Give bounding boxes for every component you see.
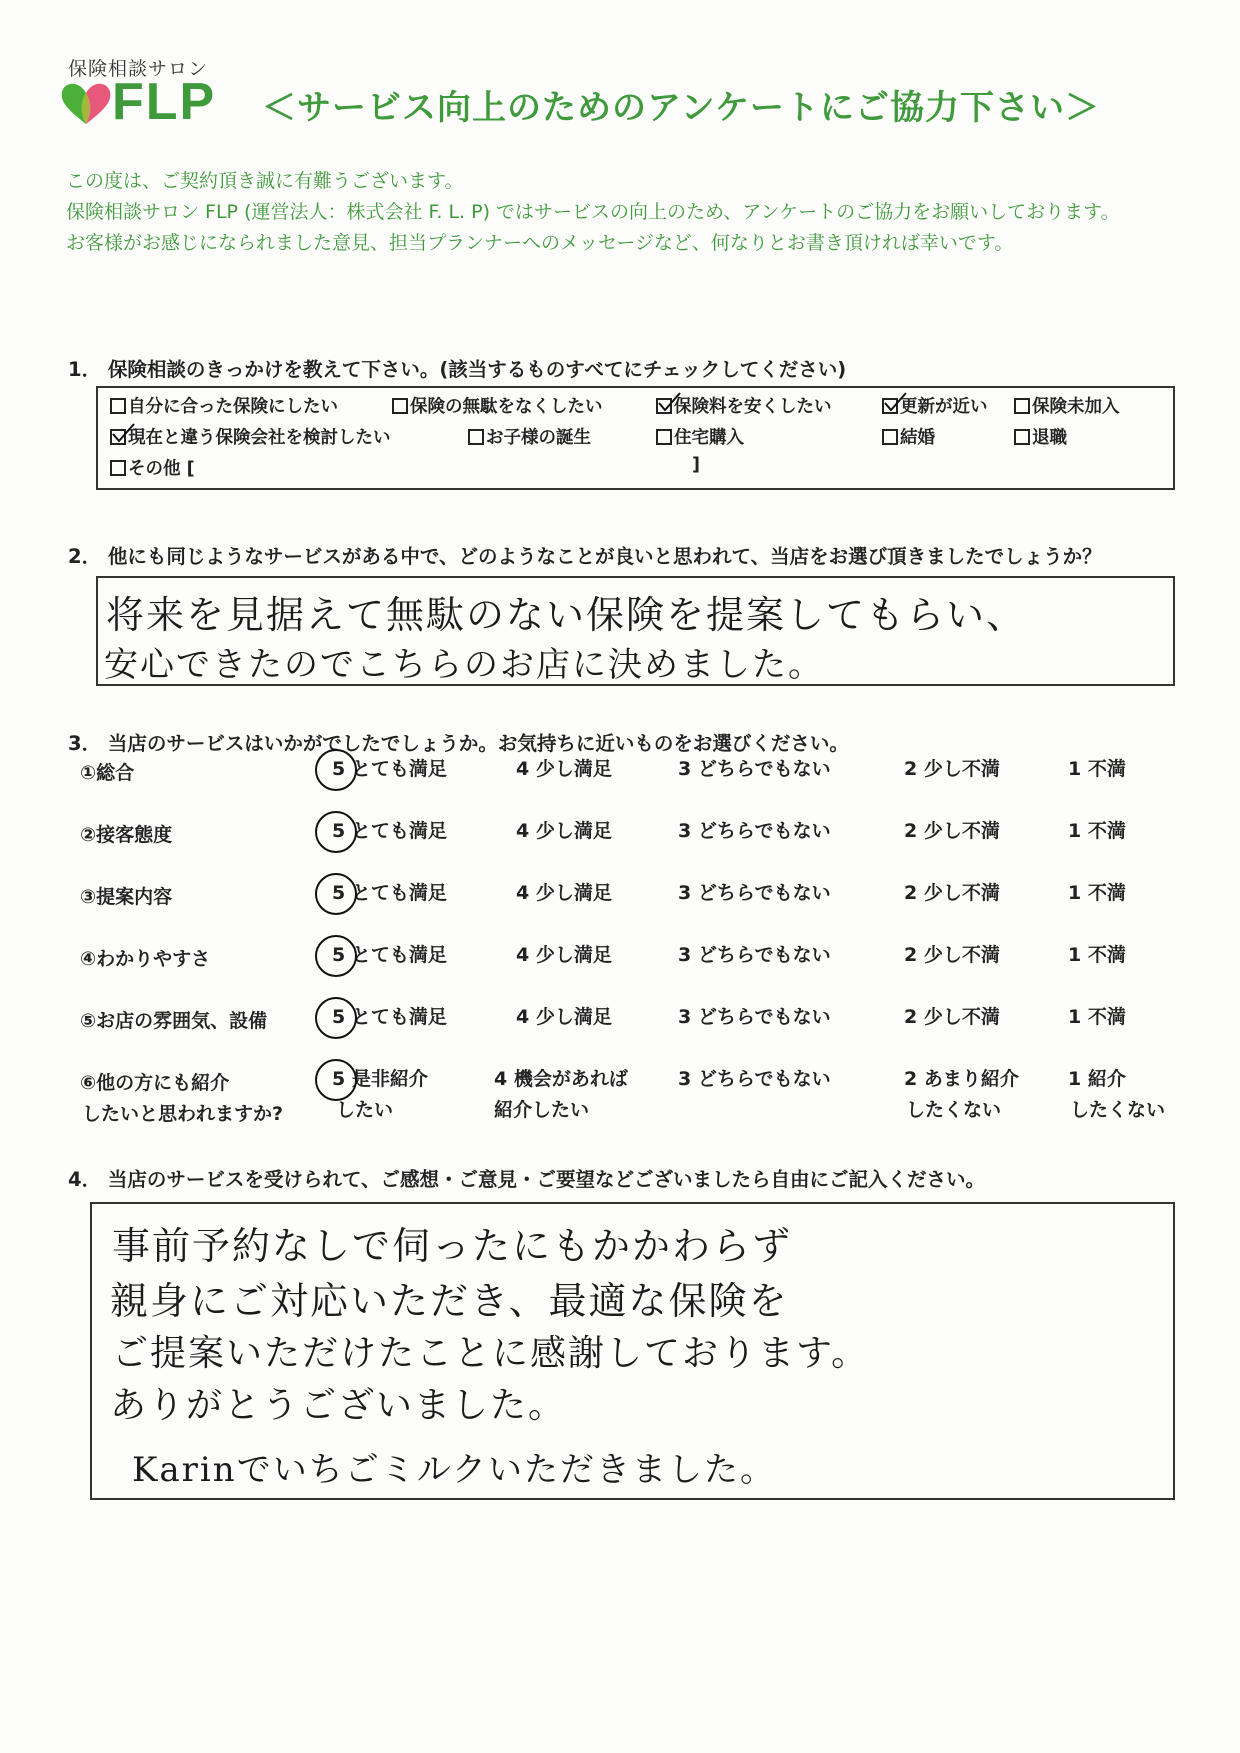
rating-option[interactable]: 4 少し満足	[516, 944, 612, 966]
brand-subtitle: 保険相談サロン	[68, 58, 209, 80]
checkbox[interactable]	[110, 398, 126, 414]
rating-option[interactable]: 1 不満	[1068, 758, 1126, 780]
referral-row-label-2: したいと思われますか?	[82, 1103, 284, 1125]
rating-row-label: ⑤お店の雰囲気、設備	[80, 1010, 268, 1032]
rating-row-label: ②接客態度	[80, 824, 173, 846]
q1-option[interactable]: お子様の誕生	[468, 424, 591, 449]
checkbox[interactable]	[882, 429, 898, 445]
q2-title: 2． 他にも同じようなサービスがある中で、どのようなことが良いと思われて、当店をお選び頂きましたでしょうか？	[68, 545, 1102, 568]
selection-circle-icon	[315, 811, 357, 853]
q1-option[interactable]: 自分に合った保険にしたい	[110, 393, 338, 418]
rating-option[interactable]: 4 少し満足	[516, 758, 612, 780]
q1-other-bracket-close: ]	[692, 455, 700, 475]
checkbox-checked[interactable]	[656, 398, 672, 414]
intro-line: この度は、ご契約頂き誠に有難うございます。	[66, 170, 464, 192]
q4-handwritten-line: Karinでいちごミルクいただきました。	[132, 1450, 777, 1490]
rating-option[interactable]: 2 少し不満	[904, 882, 1000, 904]
rating-option[interactable]: 1 不満	[1068, 1006, 1126, 1028]
q2-handwritten-line: 安心できたのでこちらのお店に決めました。	[104, 645, 824, 685]
q1-option[interactable]: 住宅購入	[656, 424, 744, 449]
rating-option[interactable]: 2 少し不満	[904, 1006, 1000, 1028]
q1-option[interactable]: 保険の無駄をなくしたい	[392, 393, 603, 418]
check-mark-icon	[110, 422, 136, 444]
referral-option-line2: 紹介したい	[494, 1099, 590, 1121]
q4-handwritten-line: 事前予約なしで伺ったにもかかわらず	[112, 1224, 793, 1268]
rating-option[interactable]: 4 少し満足	[516, 820, 612, 842]
referral-option-selected[interactable]: 5 是非紹介	[332, 1064, 428, 1095]
q1-option-other[interactable]: その他 [	[110, 455, 195, 480]
intro-line: 保険相談サロン FLP (運営法人：株式会社 F. L. P) ではサービスの向上のため、アンケートのご協力をお願いしております。	[66, 201, 1120, 223]
q1-option[interactable]: 退職	[1014, 424, 1067, 449]
q1-title: 1． 保険相談のきっかけを教えて下さい。(該当するものすべてにチェックしてください)	[68, 358, 847, 381]
referral-option[interactable]: 1 紹介	[1068, 1068, 1126, 1090]
referral-option[interactable]: 3 どちらでもない	[678, 1068, 831, 1090]
q4-handwritten-line: ありがとうございました。	[110, 1385, 567, 1426]
rating-row-label: ④わかりやすさ	[80, 948, 211, 970]
rating-option[interactable]: 2 少し不満	[904, 758, 1000, 780]
checkbox[interactable]	[110, 460, 126, 476]
referral-option-line2: したくない	[906, 1099, 1002, 1121]
rating-row-label: ③提案内容	[80, 886, 173, 908]
rating-option-selected[interactable]: 5 とても満足	[332, 816, 447, 847]
rating-option-selected[interactable]: 5 とても満足	[332, 940, 447, 971]
selection-circle-icon	[315, 997, 357, 1039]
heart-logo-icon	[60, 80, 112, 126]
checkbox[interactable]	[1014, 429, 1030, 445]
referral-row-label: ⑥他の方にも紹介	[80, 1072, 230, 1094]
rating-option[interactable]: 1 不満	[1068, 882, 1126, 904]
q4-handwritten-line: 親身にご対応いただき、最適な保険を	[110, 1279, 789, 1323]
rating-option-selected[interactable]: 5 とても満足	[332, 878, 447, 909]
brand-logo-text: FLP	[112, 73, 217, 131]
q4-title: 4． 当店のサービスを受けられて、ご感想・ご意見・ご要望などございましたら自由にご記入ください。	[68, 1168, 985, 1191]
selection-circle-icon	[315, 749, 357, 791]
q1-option[interactable]: 更新が近い	[882, 393, 988, 418]
checkbox[interactable]	[1014, 398, 1030, 414]
q1-option[interactable]: 保険未加入	[1014, 393, 1120, 418]
q1-option[interactable]: 結婚	[882, 424, 935, 449]
rating-option[interactable]: 4 少し満足	[516, 1006, 612, 1028]
rating-option[interactable]: 3 どちらでもない	[678, 758, 831, 780]
rating-option[interactable]: 3 どちらでもない	[678, 820, 831, 842]
referral-option-line2: したくない	[1070, 1099, 1166, 1121]
rating-option[interactable]: 1 不満	[1068, 820, 1126, 842]
rating-option[interactable]: 3 どちらでもない	[678, 882, 831, 904]
rating-option[interactable]: 2 少し不満	[904, 944, 1000, 966]
check-mark-icon	[656, 391, 682, 413]
referral-option-line2: したい	[336, 1099, 394, 1121]
rating-option-selected[interactable]: 5 とても満足	[332, 1002, 447, 1033]
selection-circle-icon	[315, 873, 357, 915]
checkbox[interactable]	[468, 429, 484, 445]
checkbox[interactable]	[656, 429, 672, 445]
checkbox[interactable]	[392, 398, 408, 414]
rating-option[interactable]: 4 少し満足	[516, 882, 612, 904]
rating-option[interactable]: 2 少し不満	[904, 820, 1000, 842]
page-title: ＜サービス向上のためのアンケートにご協力下さい＞	[262, 88, 1100, 128]
q4-handwritten-line: ご提案いただけたことに感謝しております。	[112, 1333, 870, 1374]
rating-option[interactable]: 3 どちらでもない	[678, 944, 831, 966]
q1-option[interactable]: 保険料を安くしたい	[656, 393, 832, 418]
q2-handwritten-line: 将来を見据えて無駄のない保険を提案してもらい、	[106, 593, 1027, 637]
referral-option[interactable]: 4 機会があれば	[494, 1068, 628, 1090]
rating-row-label: ①総合	[80, 762, 135, 784]
q1-option[interactable]: 現在と違う保険会社を検討したい	[110, 424, 391, 449]
rating-option[interactable]: 1 不満	[1068, 944, 1126, 966]
rating-option[interactable]: 3 どちらでもない	[678, 1006, 831, 1028]
checkbox-checked[interactable]	[882, 398, 898, 414]
q3-title: 3． 当店のサービスはいかがでしたでしょうか。お気持ちに近いものをお選びください。	[68, 732, 849, 755]
check-mark-icon	[882, 391, 908, 413]
rating-option-selected[interactable]: 5 とても満足	[332, 754, 447, 785]
checkbox-checked[interactable]	[110, 429, 126, 445]
intro-line: お客様がお感じになられました意見、担当プランナーへのメッセージなど、何なりとお書き頂ければ幸いです。	[66, 232, 1014, 254]
selection-circle-icon	[315, 935, 357, 977]
referral-option[interactable]: 2 あまり紹介	[904, 1068, 1019, 1090]
